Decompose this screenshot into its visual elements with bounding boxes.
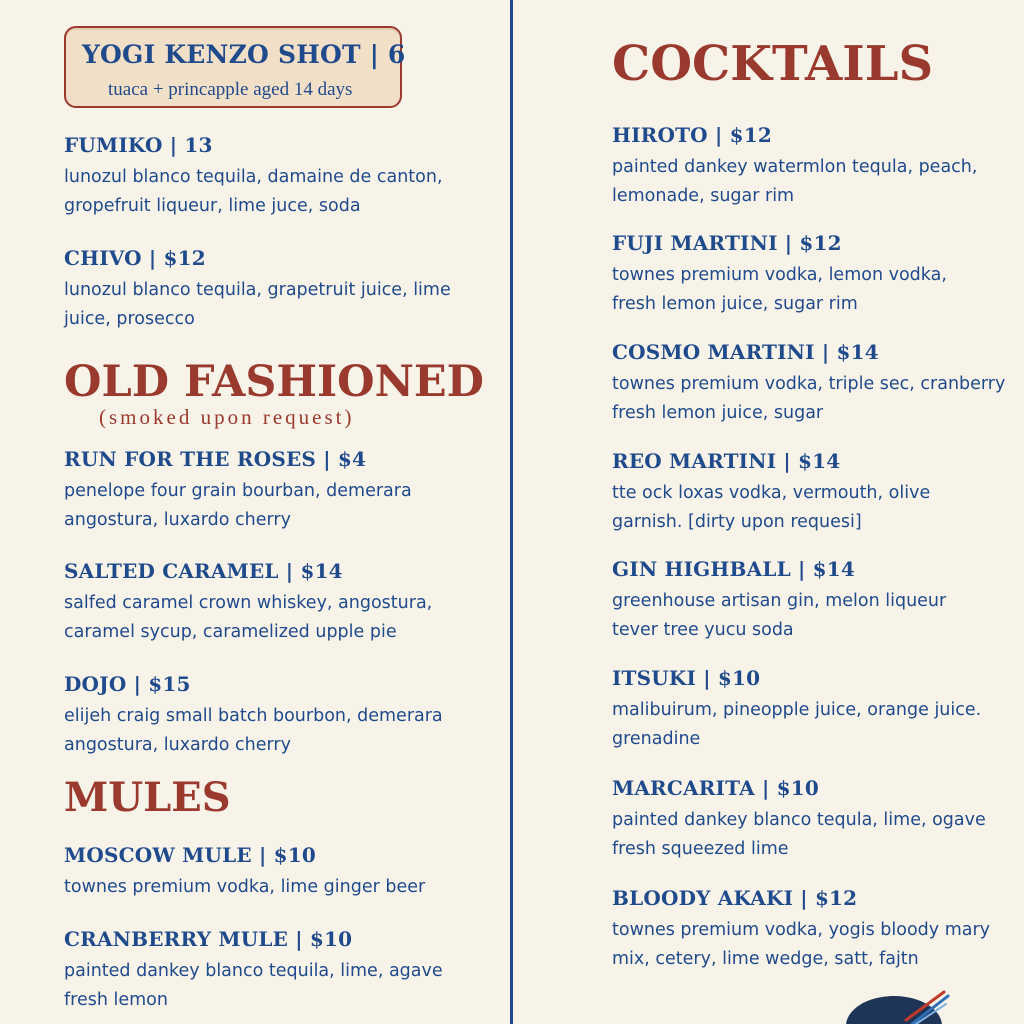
description-line: elijeh craig small batch bourbon, demerara [64,706,443,726]
description-line: garnish. [dirty upon requesi] [612,512,862,532]
menu-item-dojo [64,672,443,760]
menu-item-description [64,702,443,760]
menu-item-description [612,696,981,754]
menu-item-description [64,163,443,221]
menu-item-cosmo-martini [612,340,1005,428]
menu-item-description [612,806,986,864]
featured-shot-badge [64,26,406,108]
menu-item-cranberry-mule [64,927,443,1015]
menu-item-description [64,276,451,334]
section-heading-mules: MULES [64,774,231,821]
menu-item-title: MOSCOW MULE | $10 [64,843,317,867]
section-heading-old-fashioned: OLD FASHIONED [64,357,484,407]
description-line: penelope four grain bourban, demerara [64,481,412,501]
menu-item-title: HIROTO | $12 [612,123,772,147]
featured-shot-description: tuaca + princapple aged 14 days [108,79,353,100]
description-line: angostura, luxardo cherry [64,510,291,530]
menu-item-title: SALTED CARAMEL | $14 [64,559,343,583]
description-line: fresh lemon [64,990,168,1010]
menu-item-run-for-the-roses [64,447,412,535]
menu-item-moscow-mule [64,843,425,902]
menu-item-reo-martini [612,449,930,537]
description-line: grenadine [612,729,701,749]
section-subheading-smoked: (smoked upon request) [99,405,355,429]
description-line: lemonade, sugar rim [612,186,795,206]
description-line: townes premium vodka, yogis bloody mary [612,920,991,940]
menu-item-itsuki [612,666,981,754]
description-line: angostura, luxardo cherry [64,735,291,755]
menu-item-fumiko [64,133,443,221]
description-line: painted dankey blanco tequila, lime, agave [64,961,443,981]
description-line: caramel sycup, caramelized upple pie [64,622,397,642]
description-line: lunozul blanco tequila, damaine de canton, [64,167,443,187]
description-line: fresh lemon juice, sugar rim [612,294,858,314]
menu-item-title: FUMIKO | 13 [64,133,213,157]
description-line: painted dankey blanco tequla, lime, ogave [612,810,986,830]
section-heading-cocktails: COCKTAILS [612,36,934,92]
menu-item-description [64,477,412,535]
menu-item-gin-highball [612,557,946,645]
menu-item-chivo [64,246,451,334]
menu-item-title: REO MARTINI | $14 [612,449,841,473]
description-line: fresh lemon juice, sugar [612,403,824,423]
menu-item-title: CHIVO | $12 [64,246,206,270]
menu-item-title: MARCARITA | $10 [612,776,819,800]
menu-item-title: FUJI MARTINI | $12 [612,231,842,255]
menu-item-fuji-martini [612,231,947,319]
description-line: townes premium vodka, triple sec, cranberry [612,374,1006,394]
menu-item-salted-caramel [64,559,432,647]
menu-item-description [612,587,946,645]
menu-item-title: GIN HIGHBALL | $14 [612,557,856,581]
column-divider [510,0,513,1024]
menu-item-description [612,916,990,974]
description-line: tte ock loxas vodka, vermouth, olive [612,483,931,503]
menu-item-marcarita [612,776,986,864]
menu-item-description [612,370,1005,428]
menu-item-hiroto [612,123,977,211]
menu-item-description [612,261,947,319]
menu-item-title: RUN FOR THE ROSES | $4 [64,447,367,471]
description-line: malibuirum, pineopple juice, orange juice. [612,700,982,720]
menu-item-description [612,153,977,211]
menu-item-description [64,873,425,902]
description-line: fresh squeezed lime [612,839,789,859]
menu-item-bloody-akaki [612,886,990,974]
description-line: greenhouse artisan gin, melon liqueur [612,591,947,611]
description-line: townes premium vodka, lemon vodka, [612,265,947,285]
description-line: painted dankey watermlon tequla, peach, [612,157,978,177]
menu-item-title: BLOODY AKAKI | $12 [612,886,858,910]
menu-item-title: ITSUKI | $10 [612,666,761,690]
menu-item-description [612,479,930,537]
menu-item-title: COSMO MARTINI | $14 [612,340,879,364]
description-line: juice, prosecco [64,309,195,329]
description-line: lunozul blanco tequila, grapetruit juice, lime [64,280,451,300]
featured-shot-name: YOGI KENZO SHOT | 6 [82,40,406,69]
description-line: mix, cetery, lime wedge, satt, fajtn [612,949,919,969]
description-line: tever tree yucu soda [612,620,794,640]
description-line: gropefruit liqueur, lime juce, soda [64,196,361,216]
menu-item-title: DOJO | $15 [64,672,191,696]
bowl-with-chopsticks-icon [836,986,1024,1024]
description-line: townes premium vodka, lime ginger beer [64,877,426,897]
menu-item-description [64,589,432,647]
description-line: salfed caramel crown whiskey, angostura, [64,593,433,613]
menu-item-description [64,957,443,1015]
menu-item-title: CRANBERRY MULE | $10 [64,927,353,951]
